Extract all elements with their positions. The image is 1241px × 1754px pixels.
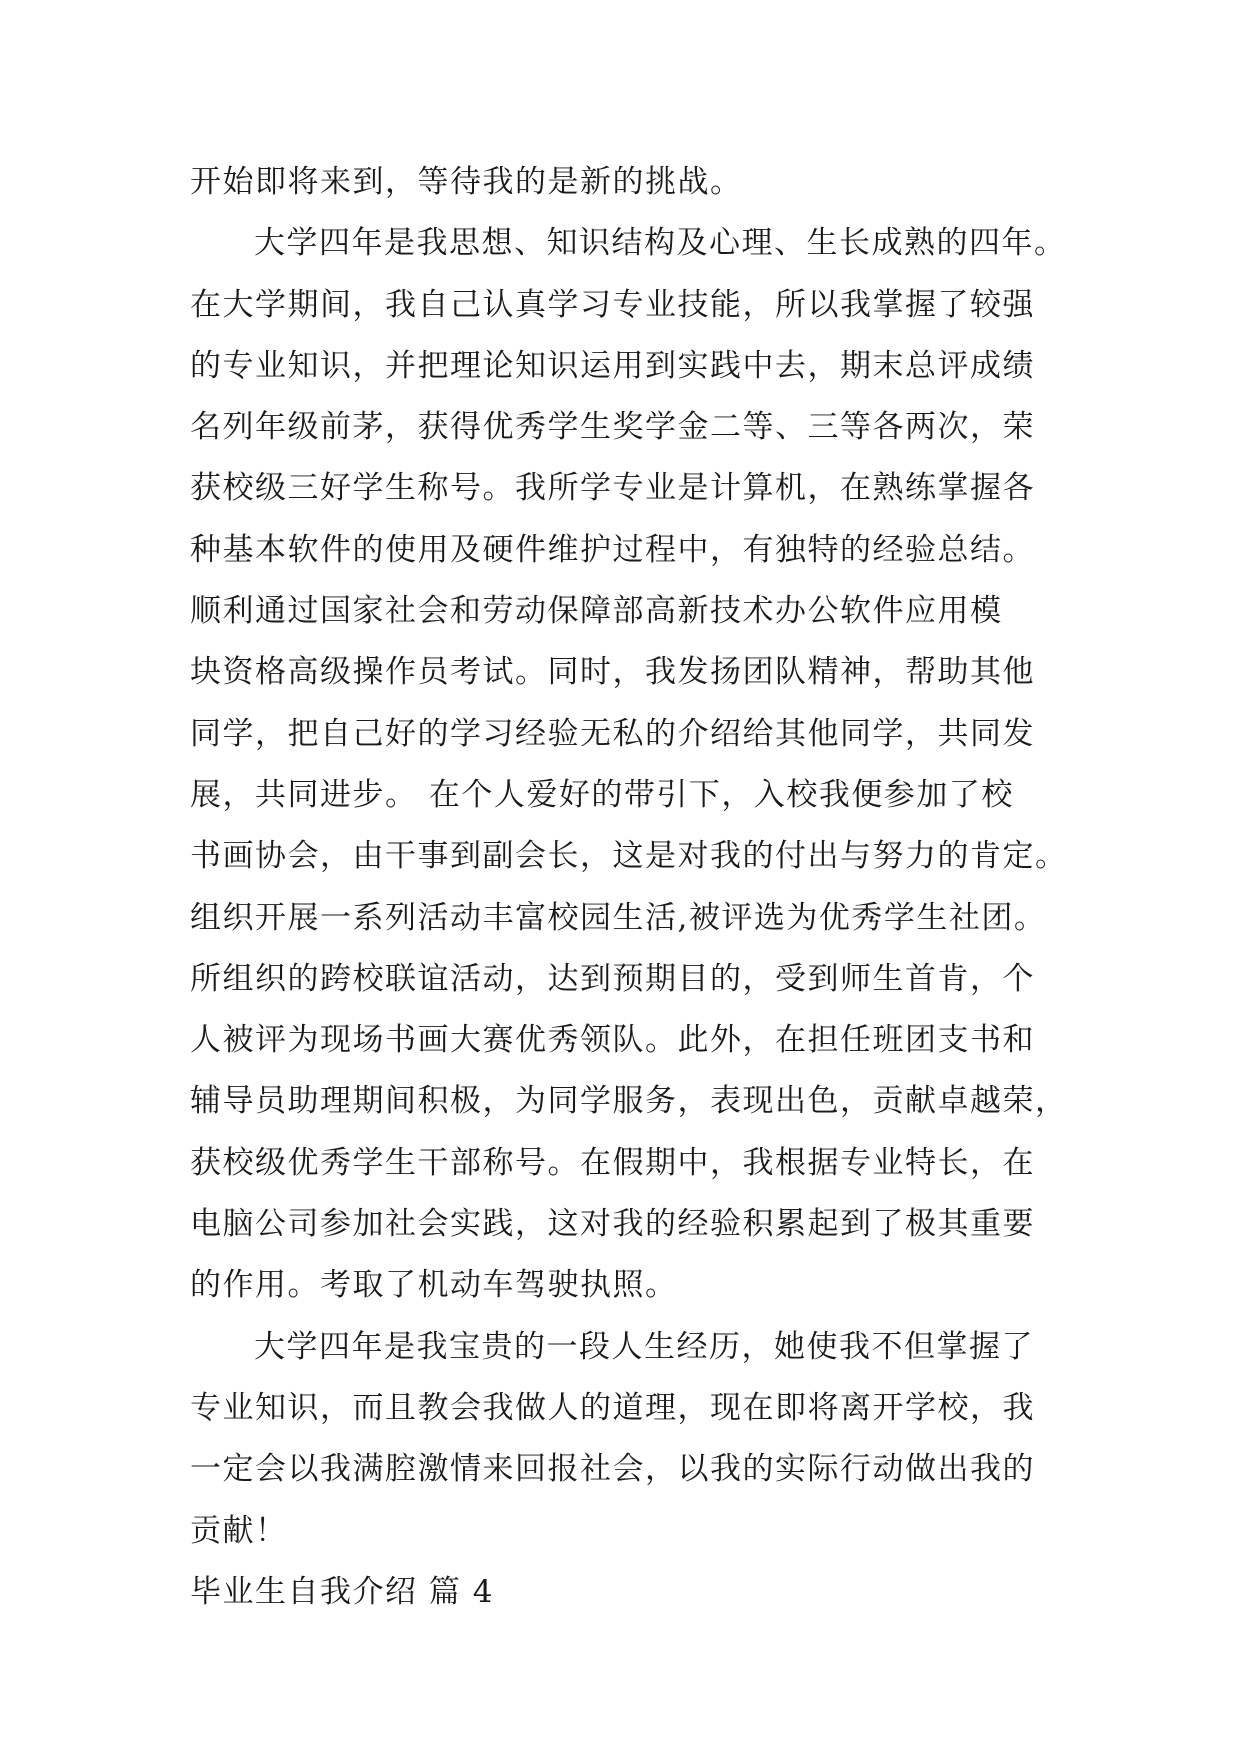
text-line: 在大学期间，我自己认真学习专业技能，所以我掌握了较强 (190, 286, 1035, 323)
text-line: 书画协会，由干事到副会长，这是对我的付出与努力的肯定。 (190, 838, 1068, 875)
text-line: 获校级优秀学生干部称号。在假期中，我根据专业特长，在 (190, 1144, 1035, 1181)
text-line: 获校级三好学生称号。我所学专业是计算机，在熟练掌握各 (190, 470, 1035, 507)
text-line: 展，共同进步。 在个人爱好的带引下，入校我便参加了校 (190, 776, 1014, 813)
text-line: 一定会以我满腔激情来回报社会，以我的实际行动做出我的 (190, 1451, 1035, 1488)
text-line: 大学四年是我宝贵的一段人生经历，她使我不但掌握了 (254, 1328, 1034, 1365)
text-line: 开始即将来到，等待我的是新的挑战。 (190, 164, 743, 200)
text-line: 名列年级前茅，获得优秀学生奖学金二等、三等各两次，荣 (190, 409, 1035, 446)
text-line: 的作用。考取了机动车驾驶执照。 (190, 1267, 678, 1304)
text-line: 的专业知识，并把理论知识运用到实践中去，期末总评成绩 (190, 347, 1035, 384)
text-line: 电脑公司参加社会实践，这对我的经验积累起到了极其重要 (190, 1206, 1035, 1243)
text-line: 块资格高级操作员考试。同时，我发扬团队精神，帮助其他 (190, 654, 1035, 691)
text-line: 所组织的跨校联谊活动，达到预期目的，受到师生首肯，个 (190, 960, 1035, 997)
text-line: 种基本软件的使用及硬件维护过程中，有独特的经验总结。 (190, 531, 1035, 568)
document-body (190, 152, 1070, 1623)
text-line: 贡献！ (190, 1512, 288, 1549)
section-heading: 毕业生自我介绍 篇 4 (190, 1573, 494, 1610)
text-line: 专业知识，而且教会我做人的道理，现在即将离开学校，我 (190, 1389, 1035, 1426)
text-line: 组织开展一系列活动丰富校园生活,被评选为优秀学生社团。 (190, 899, 1047, 936)
text-line: 大学四年是我思想、知识结构及心理、生长成熟的四年。 (254, 225, 1067, 262)
text-line: 同学，把自己好的学习经验无私的介绍给其他同学，共同发 (190, 715, 1035, 752)
text-line: 辅导员助理期间积极，为同学服务，表现出色，贡献卓越荣， (190, 1083, 1068, 1120)
text-line: 人被评为现场书画大赛优秀领队。此外，在担任班团支书和 (190, 1022, 1035, 1059)
text-line: 顺利通过国家社会和劳动保障部高新技术办公软件应用模 (190, 593, 1003, 630)
